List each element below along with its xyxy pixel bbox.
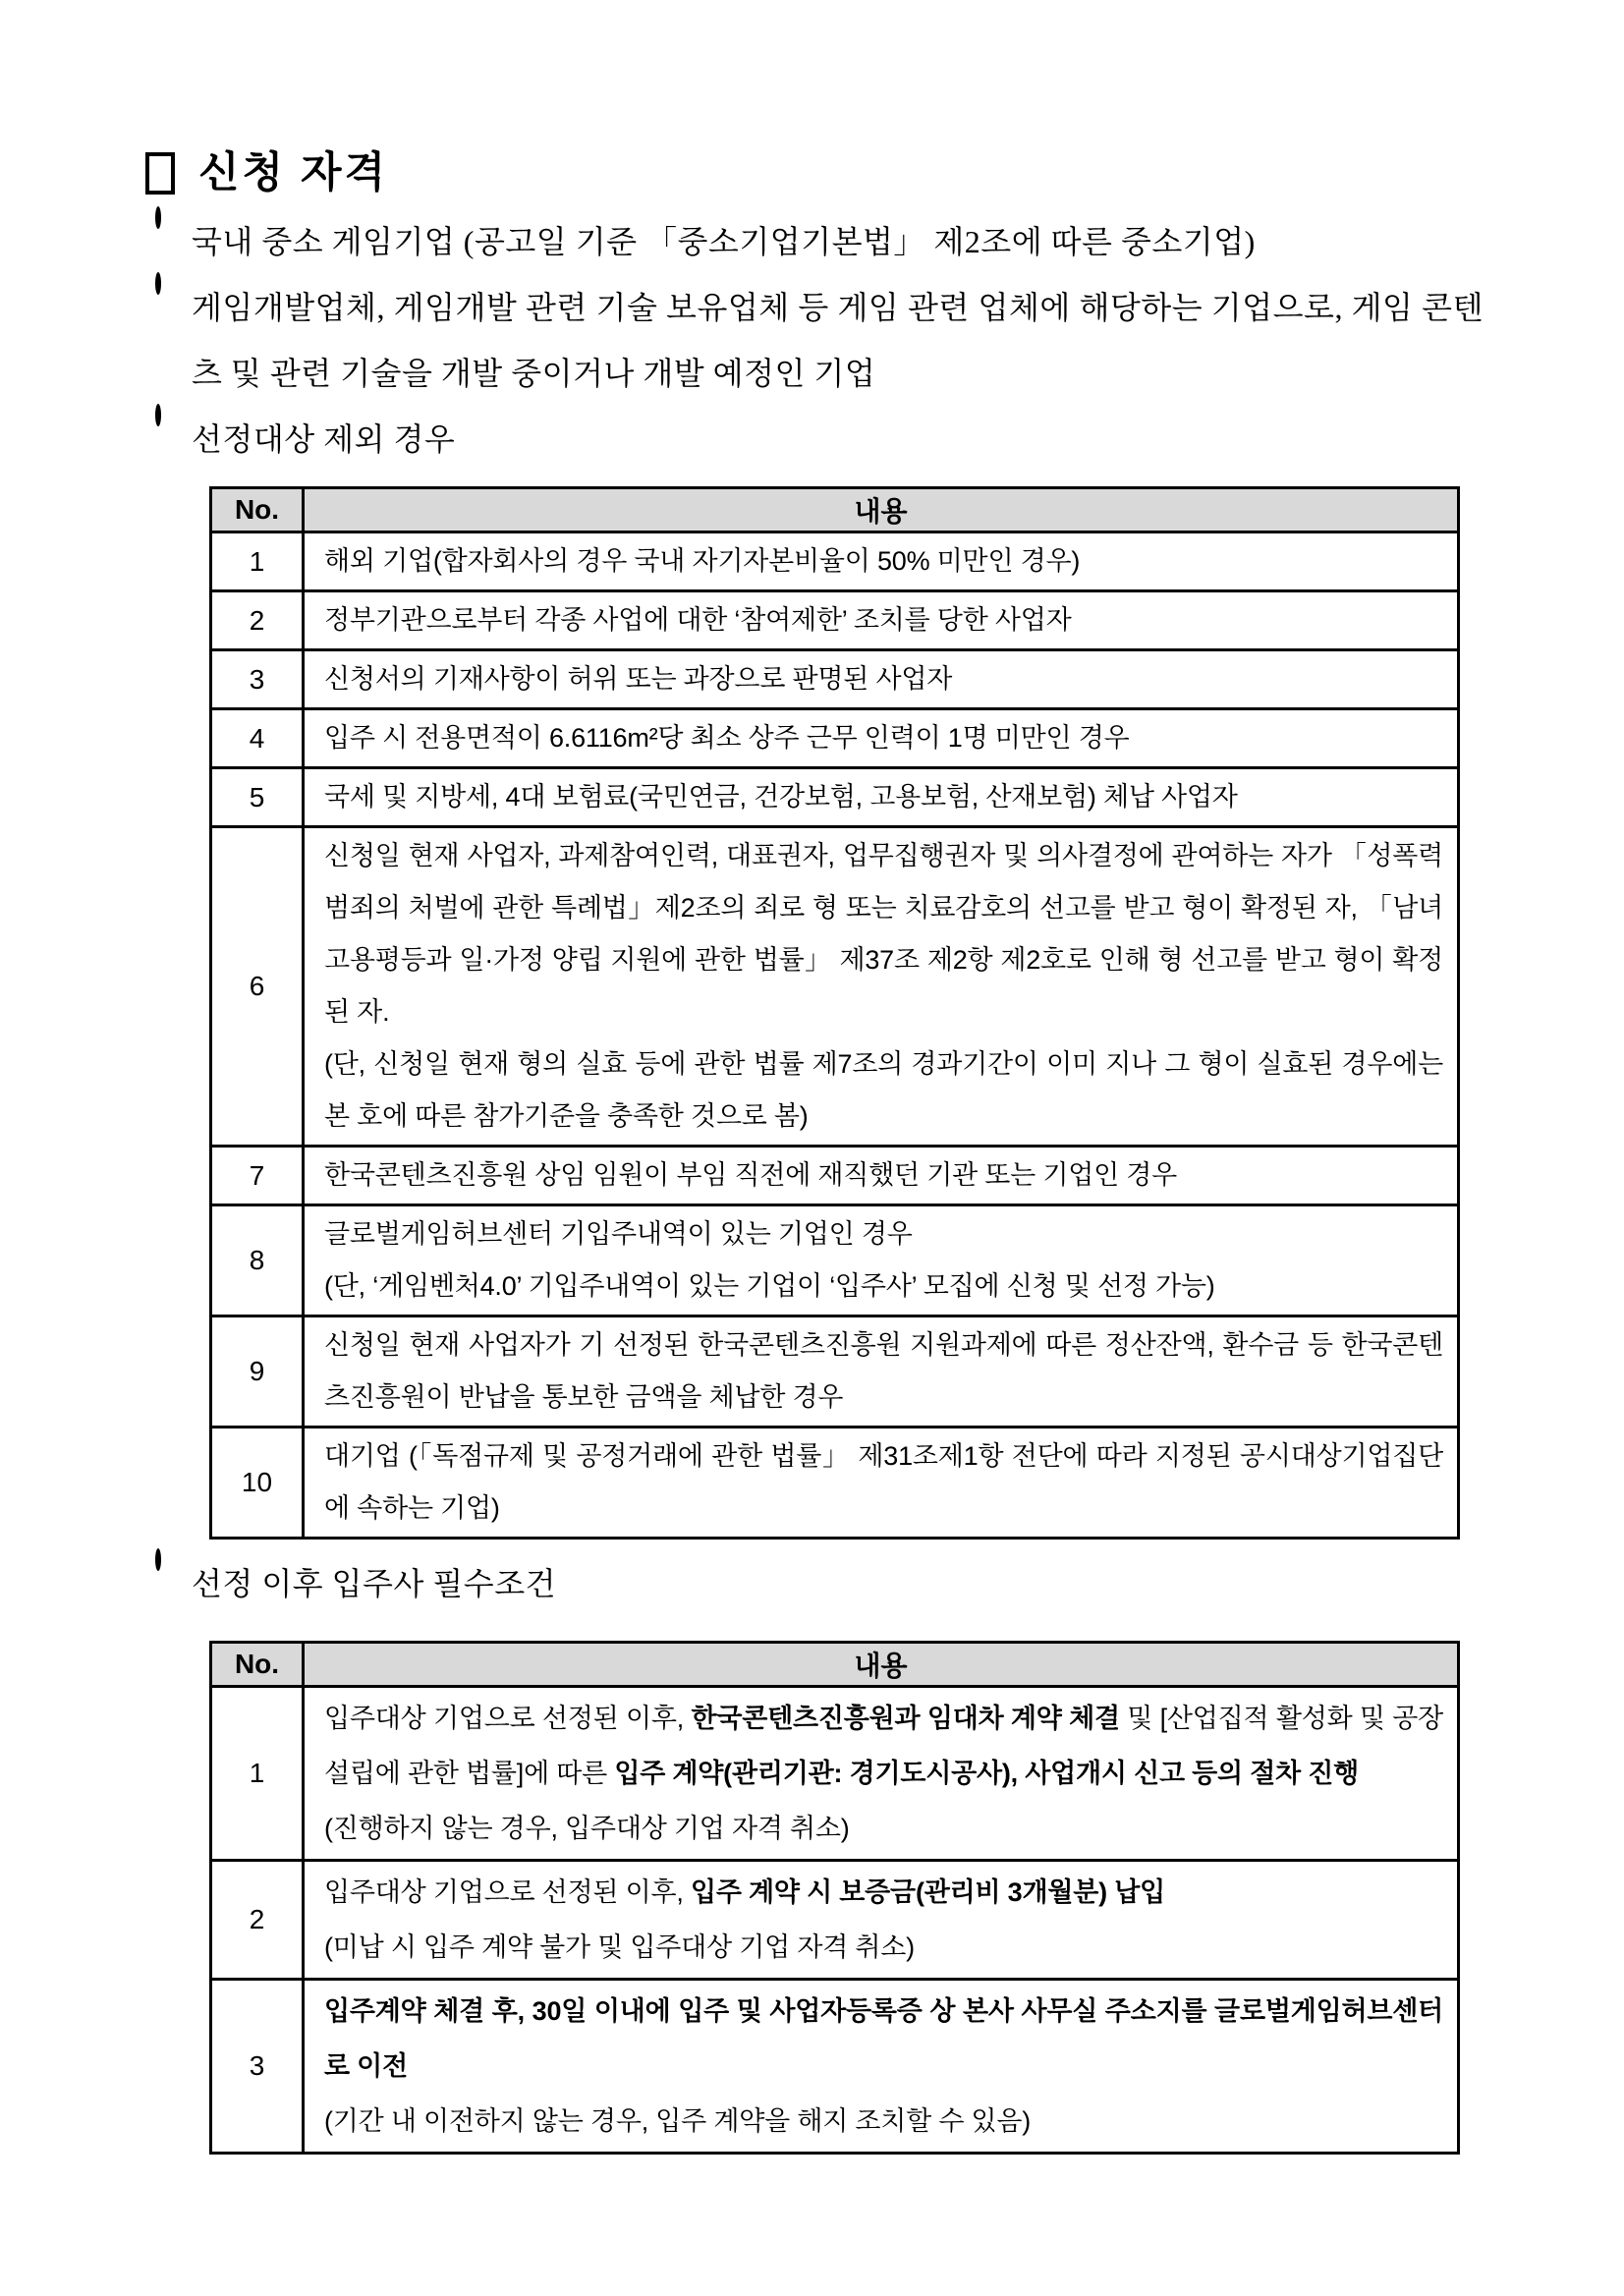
row-content-cell bbox=[304, 1687, 1459, 1861]
content-paragraph bbox=[324, 1691, 1443, 1801]
row-number-cell: 5 bbox=[211, 768, 304, 827]
row-content-cell bbox=[304, 591, 1459, 650]
table-row bbox=[211, 532, 1459, 591]
table-row bbox=[211, 1205, 1459, 1316]
row-number-cell: 4 bbox=[211, 709, 304, 768]
bullet-item-post-selection-requirements bbox=[145, 1551, 1484, 1617]
table-row bbox=[211, 709, 1459, 768]
checkbox-square-icon bbox=[145, 152, 175, 195]
text-segment: 입주대상 기업으로 선정된 이후, bbox=[324, 1877, 691, 1907]
text-segment: 정부기관으로부터 각종 사업에 대한 ‘참여제한’ 조치를 당한 사업자 bbox=[324, 605, 1072, 635]
table-row bbox=[211, 1861, 1459, 1980]
text-segment: 신청서의 기재사항이 허위 또는 과장으로 판명된 사업자 bbox=[324, 664, 953, 694]
circle-bullet-shape bbox=[155, 206, 161, 229]
row-number-cell: 8 bbox=[211, 1205, 304, 1316]
text-segment: 입주 시 전용면적이 6.6116m²당 최소 상주 근무 인력이 1명 미만인 경우 bbox=[324, 723, 1130, 753]
bold-text-segment: 한국콘텐츠진흥원과 임대차 계약 체결 bbox=[691, 1704, 1120, 1733]
column-header: 내용 bbox=[304, 1643, 1459, 1687]
row-content-cell bbox=[304, 827, 1459, 1147]
row-number-cell: 3 bbox=[211, 650, 304, 709]
table-row bbox=[211, 827, 1459, 1147]
content-paragraph bbox=[324, 830, 1443, 1038]
table-row bbox=[211, 1687, 1459, 1861]
row-number-cell: 3 bbox=[211, 1980, 304, 2154]
content-paragraph bbox=[324, 1430, 1443, 1535]
text-segment: (단, ‘게임벤처4.0’ 기입주내역이 있는 기업이 ‘입주사’ 모집에 신청 및 선정 가능) bbox=[324, 1271, 1215, 1301]
text-segment: 신청일 현재 사업자가 기 선정된 한국콘텐츠진흥원 지원과제에 따른 정산잔액, 환수금 등 한국콘텐츠진흥원이 반납을 통보한 금액을 체납한 경우 bbox=[324, 1330, 1443, 1412]
row-number-cell: 10 bbox=[211, 1428, 304, 1539]
bullet-list bbox=[145, 1551, 1484, 1617]
column-header: No. bbox=[211, 488, 304, 532]
row-content-cell bbox=[304, 709, 1459, 768]
bold-text-segment: 입주 계약(관리기관: 경기도시공사), 사업개시 신고 등의 절차 진행 bbox=[614, 1759, 1360, 1788]
text-segment: 국세 및 지방세, 4대 보험료(국민연금, 건강보험, 고용보험, 산재보험) 체납 사업자 bbox=[324, 782, 1238, 812]
row-number-cell: 2 bbox=[211, 1861, 304, 1980]
section-heading bbox=[145, 149, 1484, 196]
bullet-list bbox=[145, 209, 1484, 473]
bullet-text: 국내 중소 게임기업 (공고일 기준 「중소기업기본법」 제2조에 따른 중소기업) bbox=[192, 224, 1256, 259]
table-header-row bbox=[211, 1643, 1459, 1687]
bullet-item-domestic-sme bbox=[145, 209, 1484, 275]
content-paragraph bbox=[324, 1260, 1443, 1313]
text-segment: 한국콘텐츠진흥원 상임 임원이 부임 직전에 재직했던 기관 또는 기업인 경우 bbox=[324, 1160, 1178, 1190]
content-paragraph bbox=[324, 1038, 1443, 1143]
table-row bbox=[211, 591, 1459, 650]
text-segment: 해외 기업(합자회사의 경우 국내 자기자본비율이 50% 미만인 경우) bbox=[324, 546, 1081, 576]
circle-bullet-shape bbox=[155, 272, 161, 295]
content-paragraph bbox=[324, 712, 1443, 764]
content-paragraph bbox=[324, 1208, 1443, 1260]
content-paragraph bbox=[324, 1865, 1443, 1920]
row-content-cell bbox=[304, 532, 1459, 591]
circle-bullet-icon bbox=[145, 275, 192, 407]
row-content-cell bbox=[304, 768, 1459, 827]
circle-bullet-icon bbox=[145, 1551, 192, 1617]
row-number-cell: 7 bbox=[211, 1147, 304, 1205]
row-content-cell bbox=[304, 1316, 1459, 1428]
exclusion-table bbox=[209, 486, 1460, 1540]
content-paragraph bbox=[324, 594, 1443, 646]
content-paragraph bbox=[324, 653, 1443, 705]
circle-bullet-shape bbox=[155, 1548, 161, 1571]
row-number-cell: 6 bbox=[211, 827, 304, 1147]
content-paragraph bbox=[324, 1149, 1443, 1202]
content-paragraph bbox=[324, 1319, 1443, 1424]
bold-text-segment: 입주계약 체결 후, 30일 이내에 입주 및 사업자등록증 상 본사 사무실 주소지를 글로벌게임허브센터로 이전 bbox=[324, 1996, 1443, 2081]
bullet-text: 게임개발업체, 게임개발 관련 기술 보유업체 등 게임 관련 업체에 해당하는 기업으로, 게임 콘텐츠 및 관련 기술을 개발 중이거나 개발 예정인 기업 bbox=[192, 290, 1484, 391]
text-segment: (기간 내 이전하지 않는 경우, 입주 계약을 해지 조치할 수 있음) bbox=[324, 2106, 1032, 2136]
content-paragraph bbox=[324, 771, 1443, 823]
circle-bullet-icon bbox=[145, 407, 192, 473]
column-header: 내용 bbox=[304, 488, 1459, 532]
table-row bbox=[211, 1147, 1459, 1205]
row-number-cell: 1 bbox=[211, 532, 304, 591]
content-paragraph bbox=[324, 1984, 1443, 2094]
text-segment: 대기업 (「독점규제 및 공정거래에 관한 법률」 제31조제1항 전단에 따라 지정된 공시대상기업집단에 속하는 기업) bbox=[324, 1441, 1443, 1523]
bullet-text: 선정대상 제외 경우 bbox=[192, 421, 456, 457]
content-paragraph bbox=[324, 1920, 1443, 1975]
text-segment: (진행하지 않는 경우, 입주대상 기업 자격 취소) bbox=[324, 1814, 850, 1843]
table-row bbox=[211, 1316, 1459, 1428]
table-header-row bbox=[211, 488, 1459, 532]
table-row bbox=[211, 650, 1459, 709]
bold-text-segment: 입주 계약 시 보증금(관리비 3개월분) 납입 bbox=[690, 1877, 1166, 1907]
table-row bbox=[211, 768, 1459, 827]
bullet-text: 선정 이후 입주사 필수조건 bbox=[192, 1566, 557, 1601]
text-segment: (미납 시 입주 계약 불가 및 입주대상 기업 자격 취소) bbox=[324, 1932, 915, 1962]
column-header: No. bbox=[211, 1643, 304, 1687]
row-content-cell bbox=[304, 1205, 1459, 1316]
content-paragraph bbox=[324, 1801, 1443, 1856]
row-content-cell bbox=[304, 650, 1459, 709]
text-segment: 입주대상 기업으로 선정된 이후, bbox=[324, 1704, 692, 1733]
table-row bbox=[211, 1428, 1459, 1539]
bullet-item-game-company bbox=[145, 275, 1484, 407]
row-number-cell: 9 bbox=[211, 1316, 304, 1428]
row-content-cell bbox=[304, 1428, 1459, 1539]
text-segment: (단, 신청일 현재 형의 실효 등에 관한 법률 제7조의 경과기간이 이미 지나 그 형이 실효된 경우에는 본 호에 따른 참가기준을 충족한 것으로 봄) bbox=[324, 1049, 1443, 1131]
circle-bullet-shape bbox=[155, 404, 161, 426]
row-content-cell bbox=[304, 1861, 1459, 1980]
section-heading-text: 신청 자격 bbox=[198, 149, 389, 196]
text-segment: 및 [산업집적 활성화 및 공장설립에 관한 법률]에 따른 bbox=[324, 1704, 1443, 1788]
table-row bbox=[211, 1980, 1459, 2154]
row-number-cell: 1 bbox=[211, 1687, 304, 1861]
content-paragraph bbox=[324, 535, 1443, 588]
text-segment: 글로벌게임허브센터 기입주내역이 있는 기업인 경우 bbox=[324, 1219, 913, 1249]
bullet-item-exclusion-cases bbox=[145, 407, 1484, 473]
row-number-cell: 2 bbox=[211, 591, 304, 650]
row-content-cell bbox=[304, 1147, 1459, 1205]
content-paragraph bbox=[324, 2094, 1443, 2149]
requirements-table bbox=[209, 1641, 1460, 2155]
text-segment: 신청일 현재 사업자, 과제참여인력, 대표권자, 업무집행권자 및 의사결정에 관여하는 자가 「성폭력범죄의 처벌에 관한 특례법」제2조의 죄로 형 또는 치료감호의 선고를 받고 형이 확정된 자, 「남녀고용평등과 일·가정 양립 지원에 관한 법률」 제37조 제2항 제2호로 인해 형 선고를 받고 형이 확정된 자. bbox=[324, 841, 1443, 1027]
row-content-cell bbox=[304, 1980, 1459, 2154]
circle-bullet-icon bbox=[145, 209, 192, 275]
